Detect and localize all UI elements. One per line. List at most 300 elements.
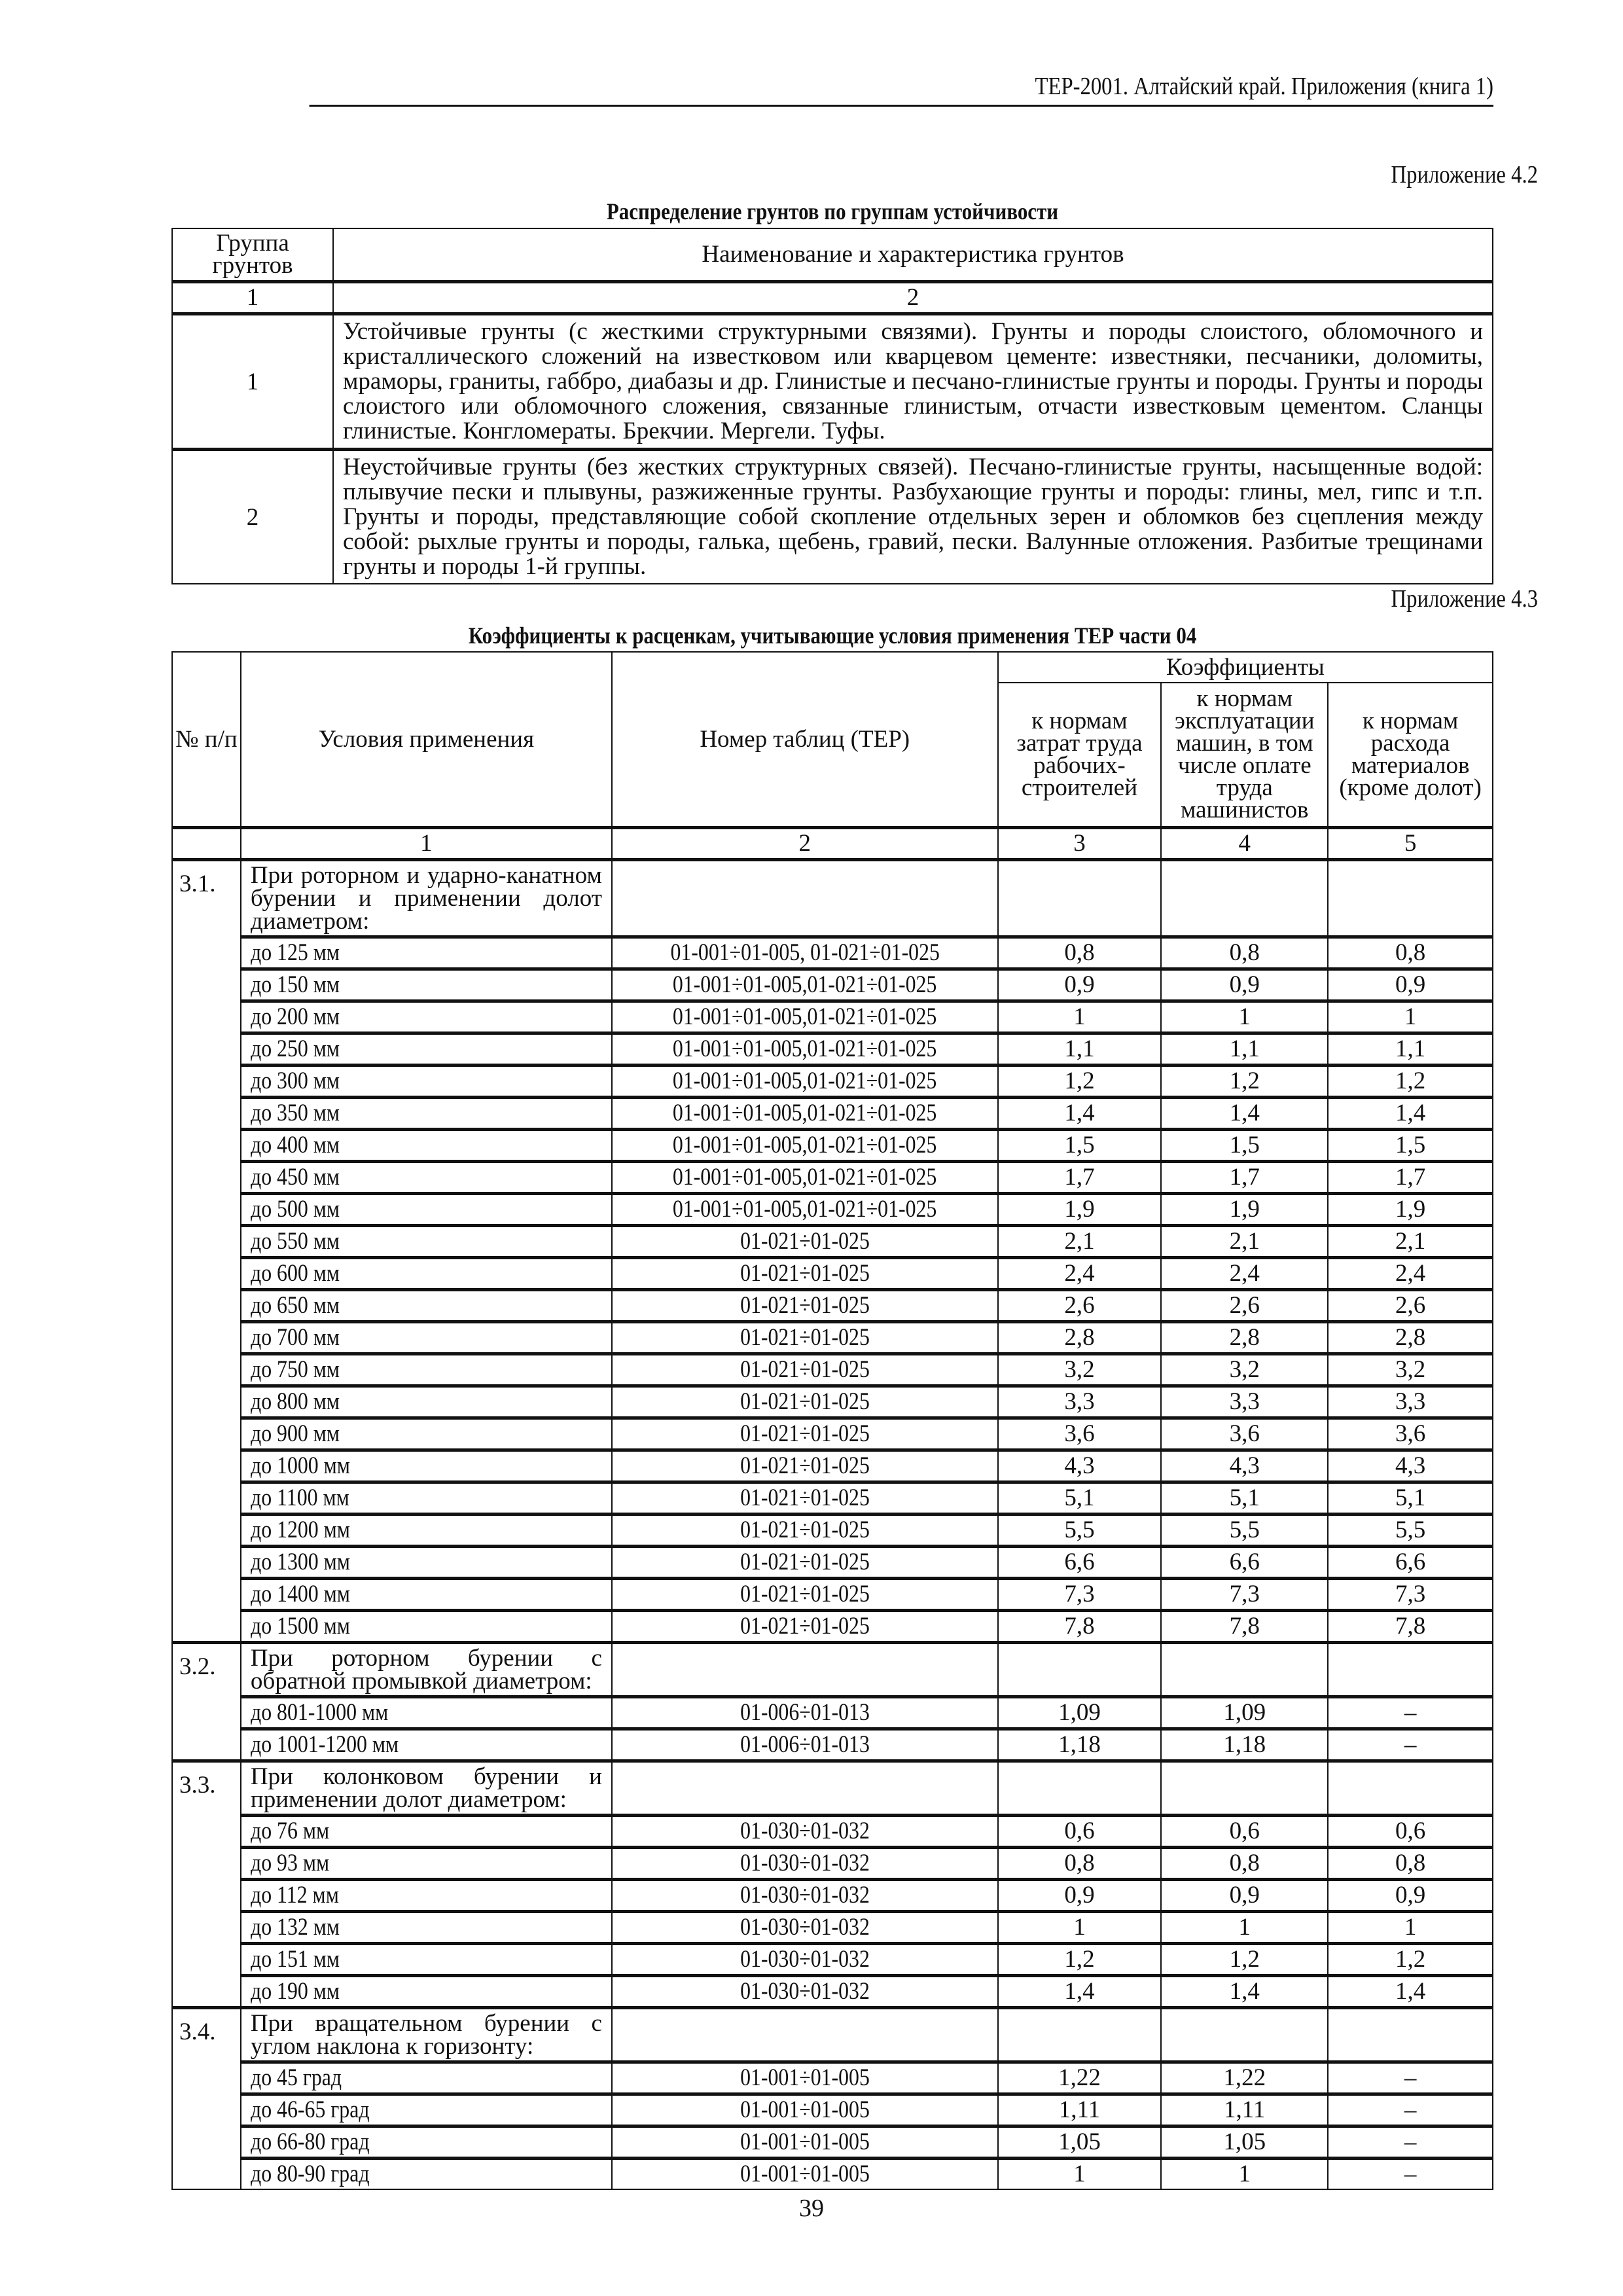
group-number-span <box>172 1816 241 1848</box>
condition-cell: до 200 мм <box>241 1001 612 1033</box>
machine-coefficient: 0,9 <box>1161 1880 1328 1912</box>
table-number-cell: 01-021÷01-025 <box>612 1354 998 1386</box>
labor-coefficient: 7,3 <box>998 1579 1162 1611</box>
table-number-cell: 01-021÷01-025 <box>612 1611 998 1643</box>
empty-cell <box>1328 1643 1493 1697</box>
group-number-span <box>172 969 241 1001</box>
group-number-span <box>172 1258 241 1290</box>
table-row <box>172 1944 1493 1976</box>
machine-coefficient: 3,6 <box>1161 1418 1328 1450</box>
column-number-row <box>172 828 1493 860</box>
column-number-row <box>172 282 1493 314</box>
material-coefficient: – <box>1328 1729 1493 1761</box>
material-coefficient: 3,2 <box>1328 1354 1493 1386</box>
material-coefficient: 1,4 <box>1328 1976 1493 2008</box>
labor-coefficient: 6,6 <box>998 1547 1162 1579</box>
material-coefficient: 2,4 <box>1328 1258 1493 1290</box>
appendix-4-3-label: Приложение 4.3 <box>1391 585 1538 613</box>
group-number: 3.4. <box>172 2008 241 2062</box>
labor-coefficient: 1,11 <box>998 2094 1162 2126</box>
condition-cell: до 550 мм <box>241 1226 612 1258</box>
table-row <box>172 1450 1493 1482</box>
labor-coefficient: 7,8 <box>998 1611 1162 1643</box>
column-number: 5 <box>1328 828 1493 860</box>
empty-cell <box>612 1643 998 1697</box>
labor-coefficient: 1,7 <box>998 1162 1162 1194</box>
table-number-cell: 01-021÷01-025 <box>612 1226 998 1258</box>
machine-coefficient: 1,2 <box>1161 1066 1328 1098</box>
material-coefficient: 1,4 <box>1328 1098 1493 1130</box>
labor-coefficient: 1,5 <box>998 1130 1162 1162</box>
condition-cell: до 350 мм <box>241 1098 612 1130</box>
machine-coefficient: 1 <box>1161 1001 1328 1033</box>
labor-coefficient: 0,9 <box>998 1880 1162 1912</box>
table-row <box>172 1880 1493 1912</box>
table-row <box>172 1547 1493 1579</box>
material-coefficient: 1 <box>1328 1001 1493 1033</box>
machine-coefficient: 1,4 <box>1161 1098 1328 1130</box>
empty-cell <box>1161 1643 1328 1697</box>
table-number-cell: 01-021÷01-025 <box>612 1547 998 1579</box>
labor-coefficient: 1 <box>998 1001 1162 1033</box>
table-number-cell: 01-030÷01-032 <box>612 1880 998 1912</box>
empty-cell <box>998 860 1162 937</box>
material-coefficient: 2,6 <box>1328 1290 1493 1322</box>
running-title: ТЕР-2001. Алтайский край. Приложения (книга 1) <box>1035 73 1493 100</box>
column-header-materials: к нормам расхода материалов (кроме долот) <box>1328 683 1493 828</box>
material-coefficient: 6,6 <box>1328 1547 1493 1579</box>
table-row <box>172 1912 1493 1944</box>
condition-cell: до 600 мм <box>241 1258 612 1290</box>
machine-coefficient: 3,3 <box>1161 1386 1328 1418</box>
group-number: 3.3. <box>172 1761 241 1816</box>
material-coefficient: 5,1 <box>1328 1482 1493 1515</box>
condition-cell: до 125 мм <box>241 937 612 969</box>
machine-coefficient: 0,6 <box>1161 1816 1328 1848</box>
table-row <box>172 1194 1493 1226</box>
machine-coefficient: 2,8 <box>1161 1322 1328 1354</box>
condition-cell: до 1300 мм <box>241 1547 612 1579</box>
table-number-cell: 01-021÷01-025 <box>612 1450 998 1482</box>
material-coefficient: 4,3 <box>1328 1450 1493 1482</box>
group-number-span <box>172 1912 241 1944</box>
machine-coefficient: 1,5 <box>1161 1130 1328 1162</box>
empty-cell <box>1328 860 1493 937</box>
condition-cell: до 801-1000 мм <box>241 1697 612 1729</box>
machine-coefficient: 1,11 <box>1161 2094 1328 2126</box>
material-coefficient: 1,5 <box>1328 1130 1493 1162</box>
table-number-cell: 01-001÷01-005,01-021÷01-025 <box>612 1130 998 1162</box>
condition-cell: до 1500 мм <box>241 1611 612 1643</box>
table-row <box>172 1729 1493 1761</box>
labor-coefficient: 1,1 <box>998 1033 1162 1066</box>
column-number: 4 <box>1161 828 1328 860</box>
table-header-row <box>172 228 1493 282</box>
labor-coefficient: 1,2 <box>998 1944 1162 1976</box>
machine-coefficient: 1,9 <box>1161 1194 1328 1226</box>
machine-coefficient: 1,1 <box>1161 1033 1328 1066</box>
column-header-group: Группа грунтов <box>172 228 333 282</box>
group-number-span <box>172 1033 241 1066</box>
material-coefficient: 1,1 <box>1328 1033 1493 1066</box>
table-number-cell: 01-006÷01-013 <box>612 1697 998 1729</box>
empty-cell <box>612 860 998 937</box>
table-row <box>172 1098 1493 1130</box>
labor-coefficient: 1 <box>998 1912 1162 1944</box>
empty-cell <box>1328 1761 1493 1816</box>
group-number: 1 <box>172 314 333 450</box>
group-number-span <box>172 1482 241 1515</box>
column-number: 3 <box>998 828 1162 860</box>
empty-cell <box>1328 2008 1493 2062</box>
column-header-no: № п/п <box>172 652 241 828</box>
condition-cell: до 400 мм <box>241 1130 612 1162</box>
condition-cell: до 45 град <box>241 2062 612 2094</box>
table-number-cell: 01-030÷01-032 <box>612 1976 998 2008</box>
table-row <box>172 1354 1493 1386</box>
table-number-cell: 01-006÷01-013 <box>612 1729 998 1761</box>
page-number: 39 <box>799 2195 824 2222</box>
group-header-row <box>172 860 1493 937</box>
machine-coefficient: 0,8 <box>1161 1848 1328 1880</box>
machine-coefficient: 5,1 <box>1161 1482 1328 1515</box>
labor-coefficient: 4,3 <box>998 1450 1162 1482</box>
group-title: При вращательном бурении с углом наклона к горизонту: <box>241 2008 612 2062</box>
material-coefficient: – <box>1328 2159 1493 2190</box>
labor-coefficient: 1,9 <box>998 1194 1162 1226</box>
condition-cell: до 700 мм <box>241 1322 612 1354</box>
table-number-cell: 01-021÷01-025 <box>612 1290 998 1322</box>
table-row <box>172 1226 1493 1258</box>
condition-cell: до 650 мм <box>241 1290 612 1322</box>
group-number-span <box>172 1194 241 1226</box>
group-header-row <box>172 1761 1493 1816</box>
table-number-cell: 01-021÷01-025 <box>612 1322 998 1354</box>
machine-coefficient: 2,1 <box>1161 1226 1328 1258</box>
table-number-cell: 01-001÷01-005 <box>612 2159 998 2190</box>
table-row <box>172 1515 1493 1547</box>
group-number-span <box>172 1729 241 1761</box>
table-number-cell: 01-021÷01-025 <box>612 1579 998 1611</box>
condition-cell: до 800 мм <box>241 1386 612 1418</box>
material-coefficient: 0,9 <box>1328 1880 1493 1912</box>
table-row <box>172 1258 1493 1290</box>
condition-cell: до 80-90 град <box>241 2159 612 2190</box>
group-number-span <box>172 1226 241 1258</box>
group-header-row <box>172 1643 1493 1697</box>
labor-coefficient: 1,09 <box>998 1697 1162 1729</box>
labor-coefficient: 0,9 <box>998 969 1162 1001</box>
group-number-span <box>172 1547 241 1579</box>
labor-coefficient: 2,4 <box>998 1258 1162 1290</box>
machine-coefficient: 1 <box>1161 1912 1328 1944</box>
group-number-span <box>172 1162 241 1194</box>
material-coefficient: 1,2 <box>1328 1944 1493 1976</box>
labor-coefficient: 2,8 <box>998 1322 1162 1354</box>
machine-coefficient: 1 <box>1161 2159 1328 2190</box>
soil-groups-table <box>171 228 1493 584</box>
column-number: 2 <box>333 282 1493 314</box>
table-row <box>172 1066 1493 1098</box>
condition-cell: до 132 мм <box>241 1912 612 1944</box>
table-row <box>172 1290 1493 1322</box>
group-number-span <box>172 1579 241 1611</box>
empty-cell <box>998 2008 1162 2062</box>
machine-coefficient: 5,5 <box>1161 1515 1328 1547</box>
empty-cell <box>998 1761 1162 1816</box>
machine-coefficient: 0,9 <box>1161 969 1328 1001</box>
material-coefficient: – <box>1328 2126 1493 2159</box>
empty-cell <box>1161 2008 1328 2062</box>
condition-cell: до 500 мм <box>241 1194 612 1226</box>
table-row <box>172 1418 1493 1450</box>
material-coefficient: 0,8 <box>1328 1848 1493 1880</box>
material-coefficient: 1,2 <box>1328 1066 1493 1098</box>
machine-coefficient: 4,3 <box>1161 1450 1328 1482</box>
group-number-span <box>172 1290 241 1322</box>
labor-coefficient: 1,4 <box>998 1098 1162 1130</box>
coefficients-table <box>171 651 1493 2190</box>
group-number-span <box>172 2094 241 2126</box>
column-header-description: Наименование и характеристика грунтов <box>333 228 1493 282</box>
labor-coefficient: 1,22 <box>998 2062 1162 2094</box>
group-title: При колонковом бурении и применении долот диаметром: <box>241 1761 612 1816</box>
group-number-span <box>172 1322 241 1354</box>
condition-cell: до 112 мм <box>241 1880 612 1912</box>
condition-cell: до 1001-1200 мм <box>241 1729 612 1761</box>
condition-cell: до 250 мм <box>241 1033 612 1066</box>
table-number-cell: 01-001÷01-005,01-021÷01-025 <box>612 969 998 1001</box>
labor-coefficient: 0,8 <box>998 1848 1162 1880</box>
group-number-span <box>172 1386 241 1418</box>
group-number: 2 <box>172 450 333 584</box>
running-header <box>310 71 1493 107</box>
condition-cell: до 46-65 град <box>241 2094 612 2126</box>
table-number-cell: 01-001÷01-005 <box>612 2126 998 2159</box>
group-number-span <box>172 1001 241 1033</box>
labor-coefficient: 2,6 <box>998 1290 1162 1322</box>
labor-coefficient: 3,3 <box>998 1386 1162 1418</box>
table-number-cell: 01-021÷01-025 <box>612 1418 998 1450</box>
condition-cell: до 1100 мм <box>241 1482 612 1515</box>
condition-cell: до 93 мм <box>241 1848 612 1880</box>
machine-coefficient: 1,05 <box>1161 2126 1328 2159</box>
table-number-cell: 01-030÷01-032 <box>612 1848 998 1880</box>
condition-cell: до 1200 мм <box>241 1515 612 1547</box>
table-row <box>172 1976 1493 2008</box>
table-row <box>172 2159 1493 2190</box>
table-row <box>172 314 1493 450</box>
empty-cell <box>1161 860 1328 937</box>
group-number-span <box>172 1611 241 1643</box>
group-description: Устойчивые грунты (с жесткими структурными связями). Грунты и породы слоистого, обломочного и кристаллического сложений на известковом или кварцевом цементе: известняки, песчаники, доломиты, мраморы, граниты, габбро, диабазы и др. Глинистые и песчано-глинистые грунты и породы. Грунты и породы слоистого или обломочного сложения, связанные глинистым, отчасти известковым цементом. Сланцы глинистые. Конгломераты. Брекчии. Мергели. Туфы. <box>333 314 1493 450</box>
column-number: 2 <box>612 828 998 860</box>
labor-coefficient: 3,2 <box>998 1354 1162 1386</box>
machine-coefficient: 2,6 <box>1161 1290 1328 1322</box>
material-coefficient: 7,3 <box>1328 1579 1493 1611</box>
condition-cell: до 1000 мм <box>241 1450 612 1482</box>
material-coefficient: 1 <box>1328 1912 1493 1944</box>
material-coefficient: – <box>1328 2094 1493 2126</box>
table-number-cell: 01-021÷01-025 <box>612 1386 998 1418</box>
material-coefficient: 2,8 <box>1328 1322 1493 1354</box>
table-row <box>172 1579 1493 1611</box>
condition-cell: до 450 мм <box>241 1162 612 1194</box>
table-row <box>172 1322 1493 1354</box>
labor-coefficient: 5,5 <box>998 1515 1162 1547</box>
group-number-span <box>172 1130 241 1162</box>
table-number-cell: 01-021÷01-025 <box>612 1258 998 1290</box>
group-number-span <box>172 2159 241 2190</box>
labor-coefficient: 1,2 <box>998 1066 1162 1098</box>
labor-coefficient: 1,05 <box>998 2126 1162 2159</box>
table-row <box>172 1482 1493 1515</box>
table-row <box>172 1611 1493 1643</box>
column-header-labor: к нормам затрат труда рабочих-строителей <box>998 683 1162 828</box>
table-row <box>172 2126 1493 2159</box>
labor-coefficient: 2,1 <box>998 1226 1162 1258</box>
condition-cell: до 190 мм <box>241 1976 612 2008</box>
machine-coefficient: 1,2 <box>1161 1944 1328 1976</box>
group-number: 3.2. <box>172 1643 241 1697</box>
machine-coefficient: 1,09 <box>1161 1697 1328 1729</box>
column-header-machines: к нормам эксплуатации машин, в том числе оплате труда машинистов <box>1161 683 1328 828</box>
labor-coefficient: 0,8 <box>998 937 1162 969</box>
table-number-cell: 01-030÷01-032 <box>612 1816 998 1848</box>
group-number-span <box>172 2126 241 2159</box>
machine-coefficient: 6,6 <box>1161 1547 1328 1579</box>
condition-cell: до 150 мм <box>241 969 612 1001</box>
table-number-cell: 01-001÷01-005,01-021÷01-025 <box>612 1001 998 1033</box>
material-coefficient: – <box>1328 2062 1493 2094</box>
table-row <box>172 2062 1493 2094</box>
table-row <box>172 1130 1493 1162</box>
machine-coefficient: 1,22 <box>1161 2062 1328 2094</box>
machine-coefficient: 1,18 <box>1161 1729 1328 1761</box>
condition-cell: до 66-80 град <box>241 2126 612 2159</box>
table-row <box>172 969 1493 1001</box>
group-number-span <box>172 1098 241 1130</box>
table-number-cell: 01-001÷01-005,01-021÷01-025 <box>612 1162 998 1194</box>
group-number-span <box>172 1944 241 1976</box>
material-coefficient: 3,6 <box>1328 1418 1493 1450</box>
table-number-cell: 01-001÷01-005 <box>612 2062 998 2094</box>
machine-coefficient: 3,2 <box>1161 1354 1328 1386</box>
group-description: Неустойчивые грунты (без жестких структурных связей). Песчано-глинистые грунты, насыщенные водой: плывучие пески и плывуны, разжиженные грунты. Разбухающие грунты и породы: глины, мел, гипс и т.п. Грунты и породы, представляющие собой скопление отдельных зерен и обломков без сцепления между собой: рыхлые грунты и породы, галька, щебень, гравий, пески. Валунные отложения. Разбитые трещинами грунты и породы 1-й группы. <box>333 450 1493 584</box>
labor-coefficient: 1,18 <box>998 1729 1162 1761</box>
material-coefficient: 0,8 <box>1328 937 1493 969</box>
table-header-row <box>172 652 1493 683</box>
labor-coefficient: 1 <box>998 2159 1162 2190</box>
table-row <box>172 2094 1493 2126</box>
column-header-conditions: Условия применения <box>241 652 612 828</box>
labor-coefficient: 3,6 <box>998 1418 1162 1450</box>
condition-cell: до 750 мм <box>241 1354 612 1386</box>
material-coefficient: 0,9 <box>1328 969 1493 1001</box>
group-number-span <box>172 937 241 969</box>
machine-coefficient: 2,4 <box>1161 1258 1328 1290</box>
condition-cell: до 151 мм <box>241 1944 612 1976</box>
group-number-span <box>172 1848 241 1880</box>
condition-cell: до 900 мм <box>241 1418 612 1450</box>
group-title: При роторном бурении с обратной промывкой диаметром: <box>241 1643 612 1697</box>
appendix-4-2-title: Распределение грунтов по группам устойчивости <box>606 198 1059 224</box>
table-number-cell: 01-030÷01-032 <box>612 1944 998 1976</box>
table-row <box>172 1848 1493 1880</box>
empty-cell <box>998 1643 1162 1697</box>
column-number: 1 <box>241 828 612 860</box>
table-row <box>172 1816 1493 1848</box>
labor-coefficient: 0,6 <box>998 1816 1162 1848</box>
machine-coefficient: 0,8 <box>1161 937 1328 969</box>
material-coefficient: 2,1 <box>1328 1226 1493 1258</box>
machine-coefficient: 7,3 <box>1161 1579 1328 1611</box>
material-coefficient: 1,9 <box>1328 1194 1493 1226</box>
column-header-coefficients: Коэффициенты <box>998 652 1493 683</box>
empty-cell <box>612 1761 998 1816</box>
table-row <box>172 1033 1493 1066</box>
table-row <box>172 1162 1493 1194</box>
condition-cell: до 1400 мм <box>241 1579 612 1611</box>
material-coefficient: 0,6 <box>1328 1816 1493 1848</box>
table-number-cell: 01-001÷01-005,01-021÷01-025 <box>612 1098 998 1130</box>
group-number: 3.1. <box>172 860 241 937</box>
table-row <box>172 1386 1493 1418</box>
appendix-4-3-title: Коэффициенты к расценкам, учитывающие условия применения ТЕР части 04 <box>468 622 1197 649</box>
group-number-span <box>172 1066 241 1098</box>
group-number-span <box>172 1697 241 1729</box>
group-number-span <box>172 1880 241 1912</box>
table-number-cell: 01-021÷01-025 <box>612 1482 998 1515</box>
table-row <box>172 1697 1493 1729</box>
group-number-span <box>172 1354 241 1386</box>
machine-coefficient: 1,4 <box>1161 1976 1328 2008</box>
table-number-cell: 01-001÷01-005 <box>612 2094 998 2126</box>
labor-coefficient: 1,4 <box>998 1976 1162 2008</box>
appendix-4-2-label: Приложение 4.2 <box>1391 161 1538 188</box>
group-number-span <box>172 1418 241 1450</box>
material-coefficient: – <box>1328 1697 1493 1729</box>
condition-cell: до 76 мм <box>241 1816 612 1848</box>
group-number-span <box>172 1450 241 1482</box>
table-row <box>172 450 1493 584</box>
group-number-span <box>172 1976 241 2008</box>
group-title: При роторном и ударно-канатном бурении и применении долот диаметром: <box>241 860 612 937</box>
table-number-cell: 01-001÷01-005, 01-021÷01-025 <box>612 937 998 969</box>
group-header-row <box>172 2008 1493 2062</box>
table-number-cell: 01-001÷01-005,01-021÷01-025 <box>612 1066 998 1098</box>
material-coefficient: 7,8 <box>1328 1611 1493 1643</box>
column-number-empty <box>172 828 241 860</box>
group-number-span <box>172 2062 241 2094</box>
table-row <box>172 1001 1493 1033</box>
table-number-cell: 01-001÷01-005,01-021÷01-025 <box>612 1194 998 1226</box>
condition-cell: до 300 мм <box>241 1066 612 1098</box>
empty-cell <box>612 2008 998 2062</box>
machine-coefficient: 7,8 <box>1161 1611 1328 1643</box>
labor-coefficient: 5,1 <box>998 1482 1162 1515</box>
material-coefficient: 1,7 <box>1328 1162 1493 1194</box>
machine-coefficient: 1,7 <box>1161 1162 1328 1194</box>
column-header-table-numbers: Номер таблиц (ТЕР) <box>612 652 998 828</box>
group-number-span <box>172 1515 241 1547</box>
material-coefficient: 3,3 <box>1328 1386 1493 1418</box>
empty-cell <box>1161 1761 1328 1816</box>
material-coefficient: 5,5 <box>1328 1515 1493 1547</box>
table-number-cell: 01-030÷01-032 <box>612 1912 998 1944</box>
table-row <box>172 937 1493 969</box>
table-number-cell: 01-001÷01-005,01-021÷01-025 <box>612 1033 998 1066</box>
